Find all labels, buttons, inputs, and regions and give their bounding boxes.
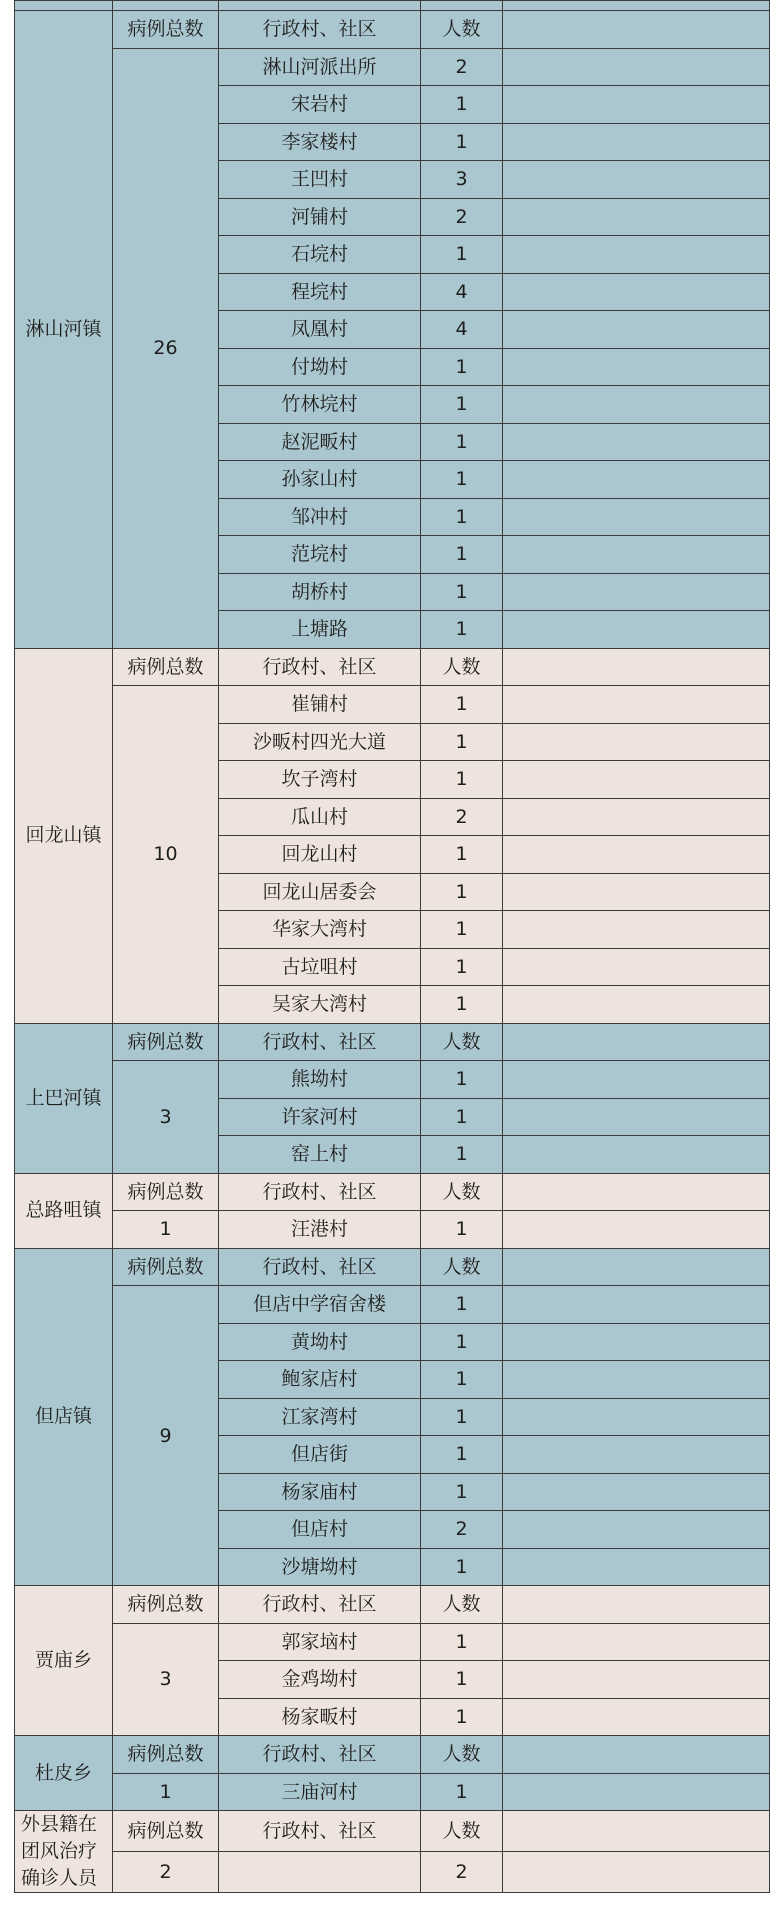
place-name: 但店村	[219, 1511, 421, 1549]
header-total-label: 病例总数	[113, 11, 219, 49]
extra-cell	[503, 798, 770, 836]
place-name: 但店中学宿舍楼	[219, 1286, 421, 1324]
case-total-value: 1	[113, 1211, 219, 1249]
header-count-label: 人数	[421, 1023, 503, 1061]
header-total-label: 病例总数	[113, 1248, 219, 1286]
header-place-label: 行政村、社区	[219, 648, 421, 686]
place-name: 孙家山村	[219, 461, 421, 499]
place-name: 王凹村	[219, 161, 421, 199]
header-place-label: 行政村、社区	[219, 1248, 421, 1286]
extra-cell	[503, 86, 770, 124]
place-name: 鲍家店村	[219, 1361, 421, 1399]
case-count: 2	[421, 198, 503, 236]
place-name: 但店街	[219, 1436, 421, 1474]
case-count: 1	[421, 423, 503, 461]
extra-cell	[503, 273, 770, 311]
case-count: 1	[421, 498, 503, 536]
extra-cell	[503, 1852, 770, 1893]
extra-cell	[503, 1548, 770, 1586]
extra-cell	[503, 1211, 770, 1249]
table-row	[15, 1623, 770, 1661]
extra-cell	[503, 1136, 770, 1174]
case-count: 3	[421, 161, 503, 199]
extra-cell	[503, 1773, 770, 1811]
extra-cell	[503, 1623, 770, 1661]
extra-cell	[503, 761, 770, 799]
place-name: 竹林垸村	[219, 386, 421, 424]
place-name: 淋山河派出所	[219, 48, 421, 86]
table-row	[15, 1773, 770, 1811]
header-place-label: 行政村、社区	[219, 1023, 421, 1061]
case-count: 1	[421, 686, 503, 724]
table-row	[15, 1061, 770, 1099]
extra-cell	[503, 1398, 770, 1436]
place-name: 熊坳村	[219, 1061, 421, 1099]
extra-cell	[503, 836, 770, 874]
case-count: 2	[421, 1511, 503, 1549]
place-name: 江家湾村	[219, 1398, 421, 1436]
case-count: 1	[421, 873, 503, 911]
table-row	[15, 1286, 770, 1324]
extra-cell	[503, 48, 770, 86]
extra-cell	[503, 348, 770, 386]
section-header-row	[15, 1023, 770, 1061]
case-count: 1	[421, 1548, 503, 1586]
header-total-label: 病例总数	[113, 1023, 219, 1061]
extra-cell	[503, 423, 770, 461]
case-total-value: 9	[113, 1286, 219, 1586]
place-name: 古垃咀村	[219, 948, 421, 986]
header-count-label: 人数	[421, 1173, 503, 1211]
case-count: 1	[421, 1436, 503, 1474]
place-name: 胡桥村	[219, 573, 421, 611]
extra-cell	[503, 686, 770, 724]
extra-cell	[503, 1286, 770, 1324]
extra-cell	[503, 911, 770, 949]
header-count-label: 人数	[421, 1248, 503, 1286]
table-row	[15, 48, 770, 86]
header-count-label: 人数	[421, 1811, 503, 1852]
place-name: 上塘路	[219, 611, 421, 649]
place-name: 吴家大湾村	[219, 986, 421, 1024]
header-total-label: 病例总数	[113, 1736, 219, 1774]
case-total-value: 3	[113, 1623, 219, 1736]
extra-cell	[503, 1023, 770, 1061]
header-count-label: 人数	[421, 1736, 503, 1774]
place-name: 邹冲村	[219, 498, 421, 536]
case-count: 1	[421, 948, 503, 986]
case-count: 2	[421, 1852, 503, 1893]
place-name: 赵泥畈村	[219, 423, 421, 461]
case-count: 1	[421, 348, 503, 386]
section-header-row	[15, 1586, 770, 1624]
case-table-body	[15, 1, 770, 1893]
case-count: 1	[421, 86, 503, 124]
place-name: 郭家垴村	[219, 1623, 421, 1661]
case-count: 1	[421, 1061, 503, 1099]
town-name: 上巴河镇	[15, 1023, 113, 1173]
header-place-label: 行政村、社区	[219, 1736, 421, 1774]
case-count: 1	[421, 986, 503, 1024]
place-name: 瓜山村	[219, 798, 421, 836]
town-name: 杜皮乡	[15, 1736, 113, 1811]
extra-cell	[503, 1323, 770, 1361]
section-header-row	[15, 1811, 770, 1852]
header-count-label: 人数	[421, 1586, 503, 1624]
town-name: 总路咀镇	[15, 1173, 113, 1248]
case-table-sheet	[14, 0, 769, 1925]
case-table	[14, 0, 770, 1893]
extra-cell	[503, 311, 770, 349]
place-name	[219, 1852, 421, 1893]
case-total-value: 26	[113, 48, 219, 648]
place-name: 程垸村	[219, 273, 421, 311]
case-count: 1	[421, 911, 503, 949]
extra-cell	[503, 1698, 770, 1736]
place-name: 华家大湾村	[219, 911, 421, 949]
case-total-value: 10	[113, 686, 219, 1024]
town-name: 回龙山镇	[15, 648, 113, 1023]
town-name: 淋山河镇	[15, 11, 113, 649]
extra-cell	[503, 573, 770, 611]
section-header-row	[15, 1173, 770, 1211]
place-name: 河铺村	[219, 198, 421, 236]
place-name: 杨家庙村	[219, 1473, 421, 1511]
header-count-label: 人数	[421, 648, 503, 686]
extra-cell	[503, 536, 770, 574]
case-count: 4	[421, 311, 503, 349]
place-name: 回龙山居委会	[219, 873, 421, 911]
extra-cell	[503, 611, 770, 649]
case-total-value: 3	[113, 1061, 219, 1174]
header-count-label: 人数	[421, 11, 503, 49]
extra-cell	[503, 873, 770, 911]
place-name: 坎子湾村	[219, 761, 421, 799]
extra-cell	[503, 1511, 770, 1549]
case-count: 1	[421, 1098, 503, 1136]
header-place-label: 行政村、社区	[219, 1811, 421, 1852]
case-count: 1	[421, 1361, 503, 1399]
case-count: 1	[421, 836, 503, 874]
town-name: 贾庙乡	[15, 1586, 113, 1736]
header-total-label: 病例总数	[113, 1811, 219, 1852]
town-name: 但店镇	[15, 1248, 113, 1586]
extra-cell	[503, 723, 770, 761]
header-total-label: 病例总数	[113, 1586, 219, 1624]
case-total-value: 2	[113, 1852, 219, 1893]
extra-cell	[503, 236, 770, 274]
section-header-row	[15, 648, 770, 686]
header-total-label: 病例总数	[113, 648, 219, 686]
place-name: 金鸡坳村	[219, 1661, 421, 1699]
extra-cell	[503, 123, 770, 161]
table-row	[15, 686, 770, 724]
place-name: 回龙山村	[219, 836, 421, 874]
extra-cell	[503, 1661, 770, 1699]
extra-cell	[503, 461, 770, 499]
place-name: 许家河村	[219, 1098, 421, 1136]
place-name: 付坳村	[219, 348, 421, 386]
section-header-row	[15, 1736, 770, 1774]
case-total-value: 1	[113, 1773, 219, 1811]
extra-cell	[503, 948, 770, 986]
extra-cell	[503, 1586, 770, 1624]
case-count: 1	[421, 1623, 503, 1661]
case-count: 1	[421, 1661, 503, 1699]
place-name: 李家楼村	[219, 123, 421, 161]
case-count: 1	[421, 761, 503, 799]
case-count: 1	[421, 386, 503, 424]
extra-cell	[503, 1473, 770, 1511]
extra-cell	[503, 11, 770, 49]
case-count: 1	[421, 461, 503, 499]
town-name: 外县籍在团风治疗确诊人员	[15, 1811, 113, 1893]
case-count: 1	[421, 1136, 503, 1174]
extra-cell	[503, 986, 770, 1024]
header-place-label: 行政村、社区	[219, 1586, 421, 1624]
extra-cell	[503, 161, 770, 199]
place-name: 窑上村	[219, 1136, 421, 1174]
section-header-row	[15, 1248, 770, 1286]
header-place-label: 行政村、社区	[219, 11, 421, 49]
table-row	[15, 1211, 770, 1249]
case-count: 1	[421, 123, 503, 161]
place-name: 范垸村	[219, 536, 421, 574]
case-count: 1	[421, 1773, 503, 1811]
extra-cell	[503, 1248, 770, 1286]
extra-cell	[503, 386, 770, 424]
case-count: 1	[421, 536, 503, 574]
table-row	[15, 1852, 770, 1893]
extra-cell	[503, 1061, 770, 1099]
case-count: 1	[421, 573, 503, 611]
extra-cell	[503, 1361, 770, 1399]
section-header-row	[15, 11, 770, 49]
case-count: 1	[421, 611, 503, 649]
place-name: 杨家畈村	[219, 1698, 421, 1736]
extra-cell	[503, 1173, 770, 1211]
case-count: 1	[421, 1698, 503, 1736]
case-count: 4	[421, 273, 503, 311]
place-name: 凤凰村	[219, 311, 421, 349]
case-count: 1	[421, 1211, 503, 1249]
case-count: 1	[421, 1398, 503, 1436]
place-name: 三庙河村	[219, 1773, 421, 1811]
place-name: 黄坳村	[219, 1323, 421, 1361]
extra-cell	[503, 1811, 770, 1852]
place-name: 宋岩村	[219, 86, 421, 124]
case-count: 1	[421, 236, 503, 274]
case-count: 2	[421, 798, 503, 836]
extra-cell	[503, 1736, 770, 1774]
place-name: 崔铺村	[219, 686, 421, 724]
extra-cell	[503, 498, 770, 536]
case-count: 1	[421, 1323, 503, 1361]
place-name: 沙畈村四光大道	[219, 723, 421, 761]
case-count: 1	[421, 1473, 503, 1511]
header-total-label: 病例总数	[113, 1173, 219, 1211]
header-place-label: 行政村、社区	[219, 1173, 421, 1211]
place-name: 石垸村	[219, 236, 421, 274]
case-count: 1	[421, 1286, 503, 1324]
extra-cell	[503, 1098, 770, 1136]
case-count: 2	[421, 48, 503, 86]
extra-cell	[503, 198, 770, 236]
case-count: 1	[421, 723, 503, 761]
extra-cell	[503, 648, 770, 686]
extra-cell	[503, 1436, 770, 1474]
place-name: 沙塘坳村	[219, 1548, 421, 1586]
place-name: 汪港村	[219, 1211, 421, 1249]
table-top-cut-row	[15, 1, 770, 11]
